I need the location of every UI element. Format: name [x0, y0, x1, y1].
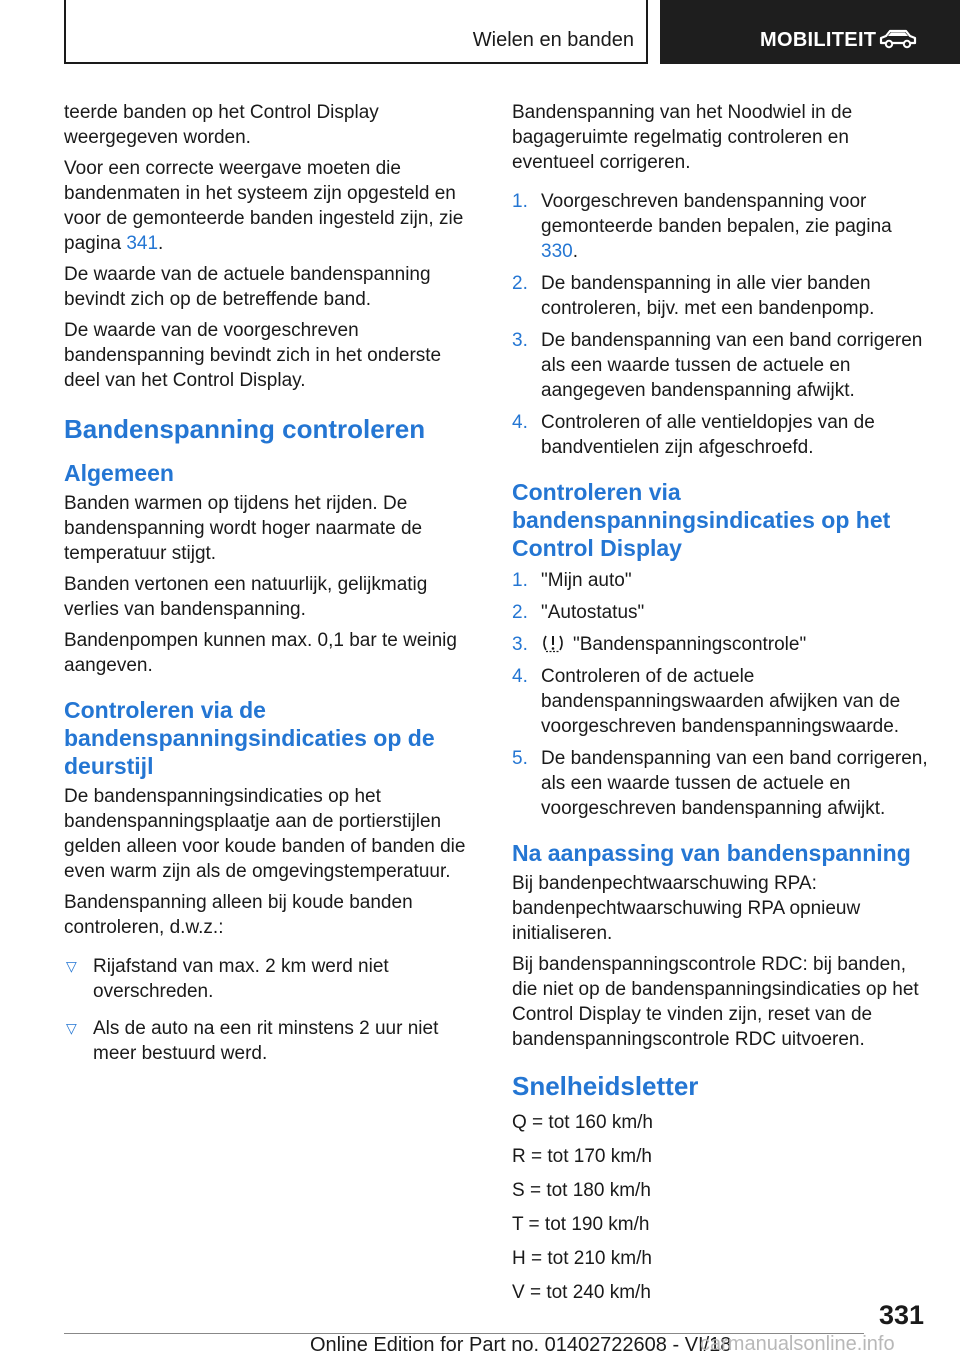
list-item — [512, 410, 932, 460]
list-item — [512, 271, 932, 321]
edition-text: Online Edition for Part no. 01402722608 - VI/18 — [310, 1334, 732, 1356]
list-item-text: Controleren of de actuele bandenspanningswaarden afwijken van de voorgeschreven bandenspanningswaarde. — [541, 666, 901, 737]
car-icon — [878, 28, 918, 50]
speed-line: R = tot 170 km/h — [512, 1146, 652, 1167]
triangle-bullet-icon: ▽ — [66, 958, 77, 974]
list-item — [64, 1016, 482, 1066]
step-number: 4. — [512, 412, 528, 433]
header-chapter-title: MOBILITEIT — [760, 29, 877, 51]
page-link-330[interactable]: 330 — [541, 241, 573, 262]
watermark: carmanualsonline.info — [700, 1333, 895, 1355]
subsection-heading: Controleren via bandenspanningsindicaties op het Control Display — [512, 479, 891, 561]
left-column — [64, 100, 482, 1078]
section-heading: Bandenspanning controleren — [64, 414, 426, 444]
steps-list — [512, 568, 932, 821]
list-item-text: Voorgeschreven bandenspanning voor gemonteerde banden bepalen, zie pagina — [541, 191, 892, 237]
page-number: 331 — [878, 1300, 924, 1330]
step-number: 5. — [512, 748, 528, 769]
paragraph: De waarde van de voorgeschreven bandenspanning bevindt zich in het onderste deel van het Control Display. — [64, 320, 442, 391]
list-item-text: De bandenspanning in alle vier banden controleren, bijv. met een bandenpomp. — [541, 273, 875, 319]
list-item — [512, 632, 932, 657]
list-item-text: "Autostatus" — [541, 602, 645, 623]
speed-line: H = tot 210 km/h — [512, 1248, 652, 1269]
list-item — [64, 954, 482, 1004]
bullet-list — [64, 954, 482, 1066]
paragraph: Bij bandenspanningscontrole RDC: bij banden, die niet op de bandenspanningsindicaties op het Control Display te vinden zijn, reset van de bandenspanningscontrole RDC uitvoeren. — [512, 954, 919, 1050]
list-item-text: Als de auto na een rit minstens 2 uur niet meer bestuurd werd. — [93, 1018, 439, 1064]
step-number: 4. — [512, 666, 528, 687]
step-number: 2. — [512, 273, 528, 294]
list-item — [512, 664, 932, 739]
step-number: 3. — [512, 330, 528, 351]
header-section-box — [64, 0, 648, 64]
list-item-text: "Bandenspanningscontrole" — [573, 634, 807, 655]
paragraph: Bandenspanning alleen bij koude banden controleren, d.w.z.: — [64, 892, 413, 938]
subsection-heading: Na aanpassing van bandenspanning — [512, 840, 911, 866]
paragraph: Bij bandenpechtwaarschuwing RPA: bandenpechtwaarschuwing RPA opnieuw initialiseren. — [512, 873, 861, 944]
paragraph: De bandenspanningsindicaties op het bandenspanningsplaatje aan de portierstijlen gelden alleen voor koude banden of banden die even warm zijn als de omgevingstemperatuur. — [64, 786, 466, 882]
list-item-text: Controleren of alle ventieldopjes van de bandventielen zijn afgeschroefd. — [541, 412, 875, 458]
list-item — [512, 328, 932, 403]
header-section-title: Wielen en banden — [472, 29, 634, 51]
list-item — [512, 189, 932, 264]
list-item-text: De bandenspanning van een band corrigeren, als een waarde tussen de actuele en voorgeschreven bandenspanning afwijkt. — [541, 748, 928, 819]
list-item — [512, 746, 932, 821]
right-column — [512, 100, 932, 1314]
step-number: 2. — [512, 602, 528, 623]
speed-line: Q = tot 160 km/h — [512, 1112, 653, 1133]
paragraph: Banden warmen op tijdens het rijden. De bandenspanning wordt hoger naarmate de temperatuur stijgt. — [64, 493, 423, 564]
list-item — [512, 600, 932, 625]
steps-list — [512, 189, 932, 460]
speed-line: T = tot 190 km/h — [512, 1214, 650, 1235]
paragraph-text: . — [158, 233, 164, 254]
paragraph — [64, 156, 482, 256]
step-number: 1. — [512, 570, 528, 591]
section-heading: Snelheidsletter — [512, 1071, 699, 1101]
subsection-heading: Algemeen — [64, 460, 174, 486]
triangle-bullet-icon: ▽ — [66, 1020, 77, 1036]
list-item-text: Rijafstand van max. 2 km werd niet overschreden. — [93, 956, 389, 1002]
list-item — [512, 568, 932, 593]
step-number: 1. — [512, 191, 528, 212]
tire-warning-icon — [541, 633, 565, 653]
paragraph: Banden vertonen een natuurlijk, gelijkmatig verlies van bandenspanning. — [64, 574, 428, 620]
page-link-341[interactable]: 341 — [126, 233, 159, 254]
paragraph: Bandenpompen kunnen max. 0,1 bar te weinig aangeven. — [64, 630, 457, 676]
paragraph: teerde banden op het Control Display weergegeven worden. — [64, 102, 379, 148]
step-number: 3. — [512, 634, 528, 655]
paragraph-text: Voor een correcte weergave moeten die bandenmaten in het systeem zijn opgesteld en voor de gemonteerde banden ingesteld zijn, zie pagina — [64, 158, 464, 254]
header-chapter-box — [660, 0, 960, 64]
speed-line: V = tot 240 km/h — [512, 1282, 651, 1303]
subsection-heading: Controleren via de bandenspanningsindicaties op de deurstijl — [64, 697, 435, 779]
paragraph: Bandenspanning van het Noodwiel in de bagageruimte regelmatig controleren en eventueel corrigeren. — [512, 102, 853, 173]
paragraph: De waarde van de actuele bandenspanning bevindt zich op de betreffende band. — [64, 264, 431, 310]
list-item-text: . — [572, 241, 578, 262]
list-item-text: De bandenspanning van een band corrigeren als een waarde tussen de actuele en aangegeven bandenspanning afwijkt. — [541, 330, 923, 401]
list-item-text: "Mijn auto" — [541, 570, 632, 591]
speed-line: S = tot 180 km/h — [512, 1180, 651, 1201]
